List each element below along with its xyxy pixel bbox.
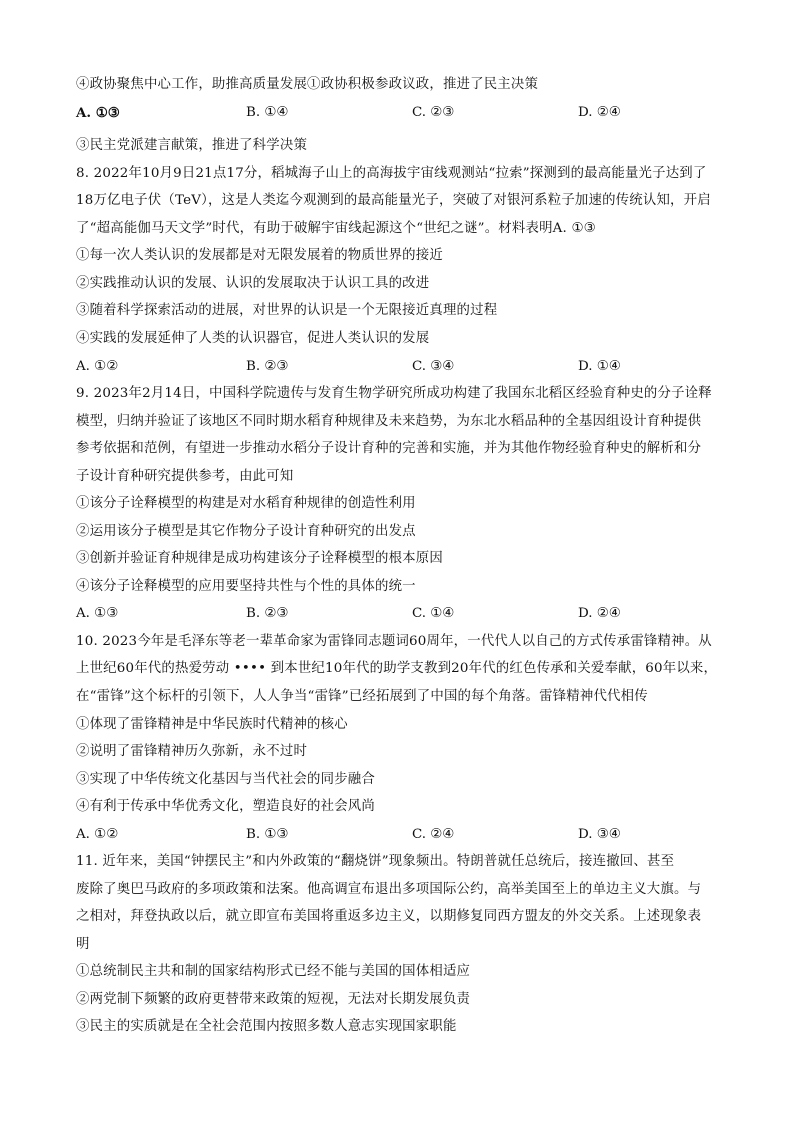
q7-option-b: B. ①④ [246, 105, 289, 120]
q9-item-4: ④该分子诠释模型的应用要坚持共性与个性的具体的统一 [76, 579, 416, 594]
q8-stem-line: 18万亿电子伏（TeV），这是人类迄今观测到的最高能量光子，突破了对银河系粒子加速的传统认知，开启 [76, 193, 711, 208]
q9-option-c: C. ①④ [412, 606, 455, 621]
q11-item-1: ①总统制民主共和制的国家结构形式已经不能与美国的国体相适应 [76, 964, 471, 979]
q9-option-b: B. ②③ [246, 606, 289, 621]
q8-option-d: D. ①④ [578, 359, 621, 374]
q11-stem-line: 11. 近年来，美国“钟摆民主”和内外政策的“翻烧饼”现象频出。特朗普就任总统后，接连撤回、甚至 [76, 854, 675, 869]
q8-options [76, 358, 736, 376]
q9-option-d: D. ②④ [578, 606, 621, 621]
q9-item-2: ②运用该分子模型是其它作物分子设计育种研究的出发点 [76, 524, 416, 539]
q8-stem-line: 8. 2022年10月9日21点17分，稻城海子山上的高海拔宇宙线观测站“拉索”探测到的最高能量光子达到了 [76, 166, 707, 181]
q10-item-3: ③实现了中华传统文化基因与当代社会的同步融合 [76, 772, 375, 787]
q7-item-3: ③民主党派建言献策，推进了科学决策 [76, 138, 308, 153]
q11-stem-line: 废除了奥巴马政府的多项政策和法案。他高调宣布退出多项国际公约，高举美国至上的单边主义大旗。与 [76, 882, 702, 897]
q11-item-3: ③民主的实质就是在全社会范围内按照多数人意志实现国家职能 [76, 1019, 457, 1034]
q10-item-2: ②说明了雷锋精神历久弥新，永不过时 [76, 744, 308, 759]
q9-stem-line: 参考依据和范例，有望进一步推动水稻分子设计育种的完善和实施，并为其他作物经验育种史的解析和分 [76, 441, 702, 456]
q11-stem-line: 明 [76, 937, 90, 952]
q10-option-a: A. ①② [76, 827, 119, 842]
q7-option-c: C. ②③ [412, 105, 455, 120]
q8-item-2: ②实践推动认识的发展、认识的发展取决于认识工具的改进 [76, 276, 430, 291]
q8-stem-line: 了“超高能伽马天文学”时代，有助于破解宇宙线起源这个“世纪之谜”。材料表明A. ①③ [76, 221, 596, 236]
q10-stem-line: 上世纪60年代的热爱劳动 •••• 到本世纪10年代的助学支教到20年代的红色传承和关爱奉献，60年以来， [76, 661, 718, 676]
q9-stem-line: 9. 2023年2月14日，中国科学院遗传与发育生物学研究所成功构建了我国东北稻区经验育种史的分子诠释 [76, 386, 712, 401]
q8-option-c: C. ③④ [412, 359, 455, 374]
q10-option-b: B. ①③ [246, 827, 289, 842]
q11-stem-line: 之相对，拜登执政以后，就立即宣布美国将重返多边主义，以期修复同西方盟友的外交关系。上述现象表 [76, 909, 702, 924]
q9-stem-line: 模型，归纳并验证了该地区不同时期水稻育种规律及未来趋势，为东北水稻品种的全基因组设计育种提供 [76, 414, 702, 429]
q9-stem-line: 子设计育种研究提供参考，由此可知 [76, 469, 294, 484]
q7-options [76, 104, 736, 122]
q10-option-d: D. ③④ [578, 827, 621, 842]
q11-item-2: ②两党制下频繁的政府更替带来政策的短视，无法对长期发展负责 [76, 992, 471, 1007]
q8-option-b: B. ②③ [246, 359, 289, 374]
q10-options [76, 826, 736, 844]
q10-stem-line: 在“雷锋”这个标杆的引领下，人人争当“雷锋”已经拓展到了中国的每个角落。雷锋精神代代相传 [76, 689, 648, 704]
q9-options [76, 605, 736, 623]
q8-item-4: ④实践的发展延伸了人类的认识器官，促进人类认识的发展 [76, 331, 430, 346]
q8-item-1: ①每一次人类认识的发展都是对无限发展着的物质世界的接近 [76, 248, 443, 263]
q10-item-4: ④有利于传承中华优秀文化，塑造良好的社会风尚 [76, 799, 375, 814]
q10-option-c: C. ②④ [412, 827, 455, 842]
q10-stem-line: 10. 2023今年是毛泽东等老一辈革命家为雷锋同志题词60周年，一代代人以自己的方式传承雷锋精神。从 [76, 634, 712, 649]
q10-item-1: ①体现了雷锋精神是中华民族时代精神的核心 [76, 717, 348, 732]
q9-option-a: A. ①③ [76, 606, 119, 621]
q8-option-a: A. ①② [76, 359, 119, 374]
q8-item-3: ③随着科学探索活动的进展，对世界的认识是一个无限接近真理的过程 [76, 303, 498, 318]
q9-item-3: ③创新并验证育种规律是成功构建该分子诠释模型的根本原因 [76, 551, 443, 566]
q7-item-4: ④政协聚焦中心工作，助推高质量发展①政协积极参政议政，推进了民主决策 [76, 77, 539, 92]
q7-option-a: A. ①③ [76, 105, 120, 121]
q9-item-1: ①该分子诠释模型的构建是对水稻育种规律的创造性利用 [76, 496, 416, 511]
q7-option-d: D. ②④ [578, 105, 621, 120]
